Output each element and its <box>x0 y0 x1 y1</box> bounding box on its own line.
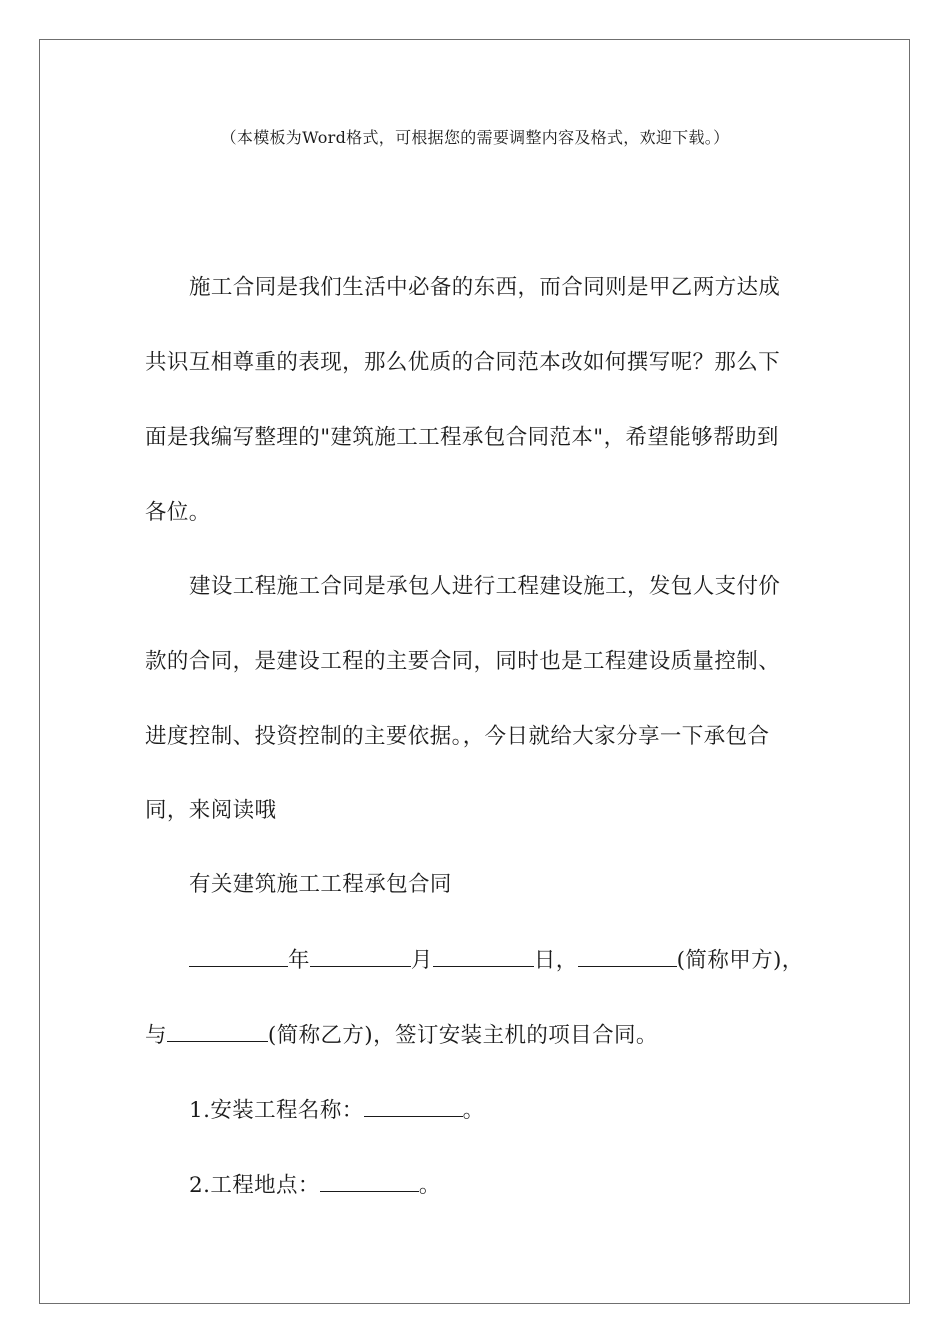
intro-line-1: 施工合同是我们生活中必备的东西，而合同则是甲乙两方达成 <box>189 275 781 300</box>
party-b-blank <box>167 1023 268 1042</box>
item-1-blank <box>364 1098 463 1117</box>
party-a-blank <box>578 948 677 967</box>
item-2 <box>145 1173 805 1198</box>
item-2-suffix: 。 <box>418 1173 441 1198</box>
party-line <box>145 1023 805 1048</box>
party-a-label: (简称甲方)， <box>676 948 804 973</box>
item-1-label: 1.安装工程名称： <box>189 1098 364 1123</box>
item-2-blank <box>320 1173 419 1192</box>
intro-line-3: 面是我编写整理的"建筑施工工程承包合同范本"，希望能够帮助到 <box>145 425 779 450</box>
item-2-label: 2.工程地点： <box>189 1173 320 1198</box>
template-note: （本模板为Word格式，可根据您的需要调整内容及格式，欢迎下载。） <box>220 128 730 147</box>
second-line-4: 同，来阅读哦 <box>145 798 277 823</box>
day-blank <box>433 948 534 967</box>
date-line <box>145 948 805 973</box>
intro-line-4: 各位。 <box>145 500 211 525</box>
year-label: 年 <box>288 948 310 973</box>
second-line-2: 款的合同，是建设工程的主要合同，同时也是工程建设质量控制、 <box>145 649 781 674</box>
item-1 <box>145 1098 805 1123</box>
party-b-label: (简称乙方)，签订安装主机的项目合同。 <box>267 1023 658 1048</box>
second-line-3: 进度控制、投资控制的主要依据。，今日就给大家分享一下承包合 <box>145 724 770 749</box>
contract-title: 有关建筑施工工程承包合同 <box>189 872 452 897</box>
item-1-suffix: 。 <box>462 1098 485 1123</box>
second-line-1: 建设工程施工合同是承包人进行工程建设施工，发包人支付价 <box>189 574 781 599</box>
month-label: 月 <box>410 948 433 973</box>
party-line-prefix: 与 <box>145 1023 167 1048</box>
month-blank <box>310 948 411 967</box>
year-blank <box>189 948 288 967</box>
intro-line-2: 共识互相尊重的表现，那么优质的合同范本改如何撰写呢？那么下 <box>145 350 781 375</box>
day-label: 日， <box>533 948 578 973</box>
